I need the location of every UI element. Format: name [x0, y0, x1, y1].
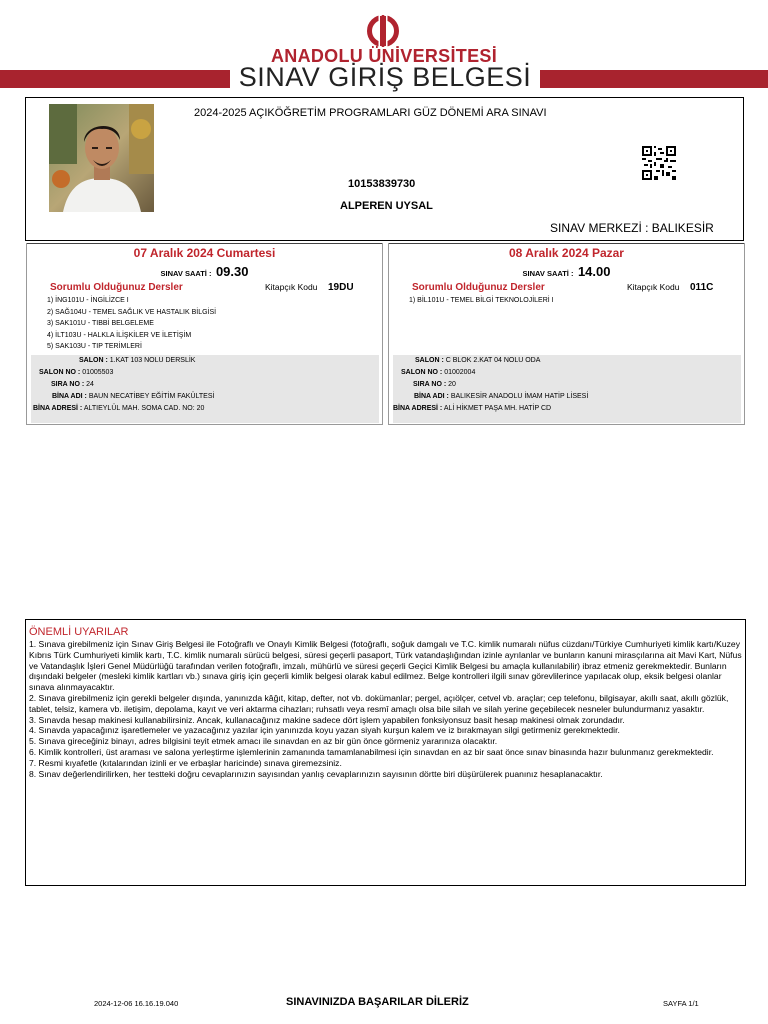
warning-item: 2. Sınava girebilmeniz için gerekli belgeler dışında, yanınızda kâğıt, kitap, defter, not vb. dokümanlar; pergel, açıölçer, cetvel vb. araçlar; cep telefonu, bilgisayar, akıllı saat, akıllı gözlük, tablet, telsiz, kamera vb. iletişim, depolama, kayıt ve veri aktarma cihazları; ruhsatlı veya resmî amaçlı olsa bile silah ve silah yerine geçebilecek nesneler bulundurmanız yasaktır.: [29, 692, 729, 714]
session-time-label: SINAV SAATİ :: [522, 269, 574, 278]
session-date: 07 Aralık 2024 Cumartesi: [133, 246, 276, 260]
header-band-right: [540, 70, 768, 88]
seat-row: [51, 381, 94, 388]
warnings-box: [25, 619, 746, 886]
exam-session-1: [26, 243, 383, 425]
booklet-code-label: Kitapçık Kodu: [265, 282, 318, 292]
seat-value: 20: [448, 381, 456, 388]
venue-info: [393, 355, 741, 423]
seat-label: SIRA NO :: [413, 381, 447, 388]
address-label: BİNA ADRESİ :: [393, 405, 443, 412]
building-label: BİNA ADI :: [52, 393, 87, 400]
exam-center: SINAV MERKEZİ : BALIKESİR: [550, 221, 714, 235]
print-timestamp: 2024-12-06 16.16.19.040: [94, 999, 179, 1008]
document-title: SINAV GİRİŞ BELGESİ: [238, 62, 532, 92]
panel-top-rule: [27, 243, 382, 244]
salon-no-row: [401, 369, 475, 376]
student-number: 10153839730: [348, 178, 416, 190]
qr-code: [642, 146, 676, 180]
session-date: 08 Aralık 2024 Pazar: [509, 246, 624, 260]
seat-value: 24: [86, 381, 94, 388]
warning-item: 4. Sınavda yapacağınız işaretlemeler ve yazacağınız yazılar için yanınızda koyu yazan siyah kurşun kalem ve iz bırakmayan silgi getirmeniz gerekmektedir.: [29, 725, 620, 736]
header-band-left: [0, 70, 230, 88]
footer-message: SINAVINIZDA BAŞARILAR DİLERİZ: [286, 996, 469, 1008]
course-item: 2) SAĞ104U - TEMEL SAĞLIK VE HASTALIK BİLGİSİ: [47, 308, 217, 316]
salon-no-row: [39, 369, 113, 376]
salon-label: SALON :: [79, 357, 108, 364]
salon-row: [415, 357, 540, 364]
warning-item: 1. Sınava girebilmeniz için Sınav Giriş Belgesi ile Fotoğraflı ve Onaylı Kimlik Belgesi (fotoğraflı, soğuk damgalı ve T.C. kimlik numaralı nüfus cüzdanı/Türkiye Cumhuriyeti kimlik kartı/Kuzey Kıbrıs Türk Cumhuriyeti kimlik kartı, T.C. kimlik numaralı sürücü belgesi, süresi geçerli pasaport, Türk vatandaşlığından izinle ayrılanlar ve bunların kanuni mirasçılarına ait Mavi Kart, Nüfus ve Vatandaşlık İşleri Genel Müdürlüğü tarafından verilen fotoğraflı, imzalı, mühürlü ve süresi geçerli Geçici Kimlik Belgesi bu amaçla kullanılabilir) ibraz etmeniz gerekmektedir. Bunların dışındaki belgeler (mesleki kimlik kartları vb.) sınava giriş için geçerli kimlik belgesi olarak kabul edilmez. Belge kontrolleri ilgili sınav görevlilerince yapılacak olup, eksik belgesi olanlar sınava alınmayacaktır.: [29, 639, 742, 693]
course-item: 5) SAK103U - TIP TERİMLERİ: [47, 343, 142, 350]
course-item: 1) BİL101U - TEMEL BİLGİ TEKNOLOJİLERİ I: [409, 297, 554, 304]
course-list: [47, 295, 216, 353]
course-item: 4) İLT103U - HALKLA İLİŞKİLER VE İLETİŞİM: [47, 331, 192, 339]
address-row: [393, 405, 551, 412]
salon-label: SALON :: [415, 357, 444, 364]
session-time-row: [389, 263, 744, 281]
panel-top-rule: [389, 243, 744, 244]
building-value: BAUN NECATİBEY EĞİTİM FAKÜLTESİ: [88, 393, 215, 400]
page-number: SAYFA 1/1: [663, 999, 699, 1008]
salon-value: C BLOK 2.KAT 04 NOLU ODA: [445, 357, 541, 364]
salon-no-value: 01002004: [444, 369, 476, 376]
address-label: BİNA ADRESİ :: [33, 405, 83, 412]
salon-no-label: SALON NO :: [39, 369, 81, 376]
candidate-box: [25, 97, 744, 241]
salon-no-value: 01005503: [82, 369, 114, 376]
seat-row: [413, 381, 456, 388]
building-value: BALIKESİR ANADOLU İMAM HATİP LİSESİ: [450, 393, 589, 400]
session-time: 14.00: [577, 264, 611, 279]
courses-title: Sorumlu Olduğunuz Dersler: [50, 282, 183, 293]
course-list: [409, 295, 554, 307]
session-time-row: [27, 263, 382, 281]
booklet-code-label: Kitapçık Kodu: [627, 282, 680, 292]
student-name: ALPEREN UYSAL: [340, 200, 433, 212]
venue-info: [31, 355, 379, 423]
booklet-code: 19DU: [328, 282, 354, 293]
warning-item: 7. Resmi kıyafetle (kıtalarından izinli er ve erbaşlar haricinde) sınava giremezsiniz.: [29, 757, 342, 768]
courses-title: Sorumlu Olduğunuz Dersler: [412, 282, 545, 293]
salon-value: 1.KAT 103 NOLU DERSLİK: [109, 357, 196, 364]
warnings-list: [29, 639, 742, 779]
building-row: [52, 393, 214, 400]
session-time-label: SINAV SAATİ :: [160, 269, 212, 278]
booklet-code: 011C: [690, 282, 714, 293]
exam-name: 2024-2025 AÇIKÖĞRETİM PROGRAMLARI GÜZ DÖNEMİ ARA SINAVI: [194, 107, 547, 119]
warnings-title: ÖNEMLİ UYARILAR: [29, 626, 129, 638]
warning-item: 3. Sınavda hesap makinesi kullanabilirsiniz. Ancak, kullanacağınız makine sadece dört işlem yapabilen fonksiyonsuz basit hesap makinesi olmak zorundadır.: [29, 714, 625, 725]
warning-item: 5. Sınava gireceğiniz binayı, adres bilgisini teyit etmek amacı ile sınavdan en az bir gün önce görmeniz yararınıza olacaktır.: [29, 736, 498, 747]
course-item: 1) İNG101U - İNGİLİZCE I: [47, 297, 129, 304]
address-value: ALTIEYLÜL MAH. SOMA CAD. NO: 20: [83, 405, 205, 412]
university-logo: [366, 14, 400, 48]
warning-item: 8. Sınav değerlendirilirken, her testteki doğru cevaplarınızın sayısından yanlış cevaplarınızın sayısının dörtte biri düşürülerek puanınız hesaplanacaktır.: [29, 768, 603, 779]
salon-row: [79, 357, 195, 364]
university-name: ANADOLU ÜNİVERSİTESİ: [270, 46, 498, 66]
address-value: ALİ HİKMET PAŞA MH. HATİP CD: [443, 405, 552, 412]
address-row: [33, 405, 204, 412]
seat-label: SIRA NO :: [51, 381, 85, 388]
candidate-photo: [49, 104, 154, 212]
building-row: [414, 393, 588, 400]
salon-no-label: SALON NO :: [401, 369, 443, 376]
exam-session-2: [388, 243, 745, 425]
building-label: BİNA ADI :: [414, 393, 449, 400]
warning-item: 6. Kimlik kontrolleri, üst araması ve salona yerleştirme işlemlerinin zamanında tamamlanabilmesi için sınavdan en az bir saat önce sınav binasında hazır bulunmanız gerekmektedir.: [29, 746, 714, 757]
session-time: 09.30: [215, 264, 249, 279]
course-item: 3) SAK101U - TIBBİ BELGELEME: [47, 320, 154, 327]
